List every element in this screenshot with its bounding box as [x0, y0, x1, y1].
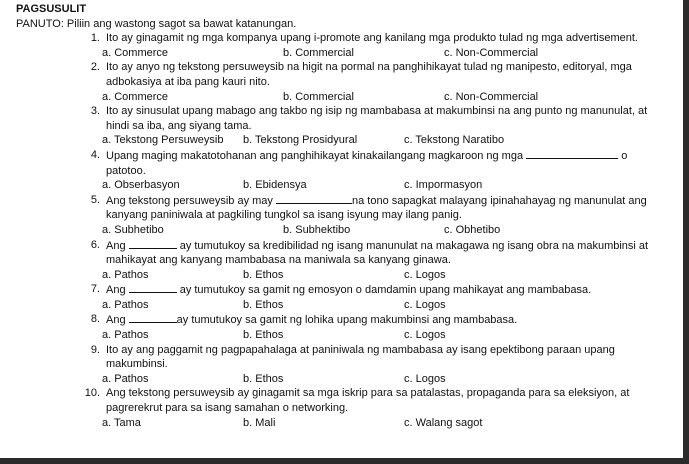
question-number: 4. — [90, 148, 100, 161]
question-text-pre: Upang maging makatotohanan ang panghihikayat kinakailangang magkaroon ng mga — [106, 149, 524, 162]
question-text-post: na tono sapagkat malayang ipinahahayag ng manunulat ang kanyang paniniwala at pagkiling tungkol sa isang isyung may ilang panig. — [106, 194, 647, 222]
question-text: Ang tekstong persuweysib ay ginagamit sa mga iskrip para sa patalastas, propaganda para sa eleksiyon, at pagrerekrut para sa isang samahan o networking. — [106, 387, 630, 415]
option-a[interactable]: a. Tama — [102, 416, 141, 429]
option-a[interactable]: a. Pathos — [102, 329, 149, 342]
answer-blank[interactable] — [129, 238, 177, 249]
question-text-post: ay tumutukoy sa kredibilidad ng isang manunulat na makagawa ng isang obra na makumbinsi at mahikayat ang kanyang mambabasa na maniwala sa kanyang ginawa. — [106, 239, 649, 267]
question-text — [106, 193, 654, 223]
question-text: Ito ay ginagamit ng mga kompanya upang i-promote ang kanilang mga produkto tulad ng mga advertisement. — [106, 32, 638, 45]
question-8 — [80, 312, 676, 328]
question-4 — [80, 148, 676, 178]
question-text-post: ay tumutukoy sa gamit ng lohika upang makumbinsi ang mambabasa. — [176, 314, 518, 327]
question-1 — [80, 31, 676, 46]
question-text — [106, 238, 654, 268]
option-b[interactable]: b. Commercial — [283, 46, 354, 59]
question-text: Ito ay sinusulat upang mabago ang takbo ng isip ng mambabasa at makumbinsi na ang punto ng manunulat, at hindi sa iba, ang siyang tama. — [106, 105, 648, 132]
question-number: 5. — [90, 193, 100, 206]
question-text-post: o patotoo. — [106, 149, 628, 177]
question-2 — [80, 60, 676, 89]
answer-blank[interactable] — [276, 193, 352, 204]
question-text — [106, 312, 654, 328]
option-b[interactable]: b. Mali — [243, 416, 276, 429]
question-3 — [80, 104, 676, 133]
option-c[interactable]: c. Logos — [404, 268, 446, 281]
option-c[interactable]: c. Impormasyon — [404, 179, 483, 192]
option-c[interactable]: c. Non-Commercial — [444, 46, 539, 59]
option-c[interactable]: c. Logos — [404, 298, 446, 311]
option-a[interactable]: a. Commerce — [102, 90, 169, 103]
question-5 — [80, 193, 676, 223]
option-a[interactable]: a. Obserbasyon — [102, 179, 180, 192]
option-a[interactable]: a. Tekstong Persuweysib — [102, 134, 224, 147]
option-a[interactable]: a. Commerce — [102, 46, 169, 59]
option-c[interactable]: c. Logos — [404, 372, 446, 385]
option-b[interactable]: b. Ethos — [243, 268, 284, 281]
question-2-options — [102, 90, 676, 105]
option-b[interactable]: b. Commercial — [283, 90, 354, 103]
option-c[interactable]: c. Tekstong Naratibo — [404, 134, 505, 147]
question-5-options — [102, 223, 676, 238]
question-number: 2. — [90, 61, 100, 74]
question-6 — [80, 238, 676, 268]
question-number: 3. — [90, 105, 100, 118]
question-7-options — [102, 298, 676, 313]
question-6-options — [102, 268, 676, 283]
option-c[interactable]: c. Non-Commercial — [444, 90, 539, 103]
option-a[interactable]: a. Pathos — [102, 298, 149, 311]
quiz-document — [16, 2, 676, 430]
question-text-pre: Ang — [106, 314, 126, 327]
question-10 — [80, 386, 676, 415]
option-b[interactable]: b. Ebidensya — [243, 179, 307, 192]
question-8-options — [102, 328, 676, 343]
question-1-options — [102, 46, 676, 61]
question-number: 9. — [90, 343, 100, 356]
question-10-options — [102, 416, 676, 431]
question-4-options — [102, 178, 676, 193]
question-9 — [80, 343, 676, 372]
question-text-pre: Ang tekstong persuweysib ay may — [106, 194, 273, 207]
option-b[interactable]: b. Subhektibo — [283, 223, 351, 236]
option-a[interactable]: a. Subhetibo — [102, 223, 164, 236]
question-9-options — [102, 372, 676, 387]
window-frame-bottom — [0, 458, 689, 464]
option-a[interactable]: a. Pathos — [102, 268, 149, 281]
quiz-instructions: PANUTO: Piliin ang wastong sagot sa bawat katanungan. — [16, 17, 297, 30]
option-b[interactable]: b. Ethos — [243, 372, 284, 385]
question-text — [106, 282, 654, 298]
question-number: 7. — [90, 283, 100, 296]
question-text: Ito ay anyo ng tekstong persuweysib na higit na pormal na panghihikayat tulad ng manipesto, editoryal, mga adbokasiya at iba pang kauri nito. — [106, 61, 632, 88]
question-number: 8. — [90, 313, 100, 326]
quiz-title: PAGSUSULIT — [16, 3, 87, 15]
answer-blank[interactable] — [129, 312, 177, 323]
window-frame-right — [683, 0, 689, 464]
question-3-options — [102, 133, 676, 148]
option-a[interactable]: a. Pathos — [102, 372, 149, 385]
option-c[interactable]: c. Logos — [404, 329, 446, 342]
answer-blank[interactable] — [526, 148, 618, 159]
answer-blank[interactable] — [129, 282, 177, 293]
option-b[interactable]: b. Ethos — [243, 329, 284, 342]
option-c[interactable]: c. Obhetibo — [444, 223, 501, 236]
question-text-pre: Ang — [106, 239, 126, 252]
question-7 — [80, 282, 676, 298]
question-number: 6. — [90, 238, 100, 251]
question-text — [106, 148, 654, 178]
question-number: 1. — [90, 32, 100, 45]
question-number: 10. — [84, 387, 100, 400]
question-text-pre: Ang — [106, 284, 126, 297]
option-c[interactable]: c. Walang sagot — [404, 416, 483, 429]
question-text: Ito ay ang paggamit ng pagpapahalaga at paniniwala ng mambabasa ay isang epektibong paraan upang makumbinsi. — [106, 343, 615, 371]
question-text-post: ay tumutukoy sa gamit ng emosyon o damdamin upang mahikayat ang mambabasa. — [176, 284, 592, 297]
option-b[interactable]: b. Tekstong Prosidyural — [243, 134, 358, 147]
option-b[interactable]: b. Ethos — [243, 298, 284, 311]
